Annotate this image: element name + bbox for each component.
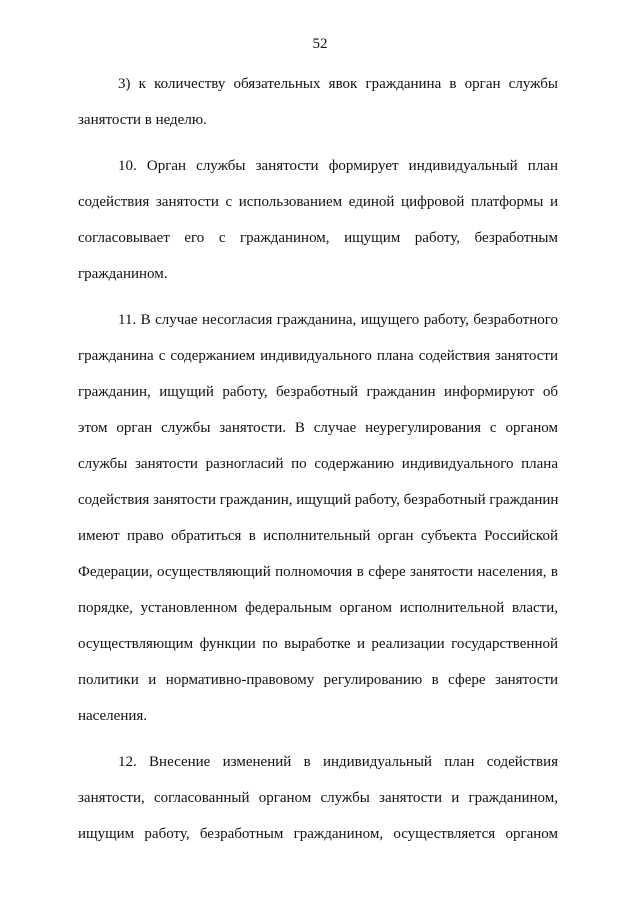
text-line: содействия занятости гражданин, ищущий работу, безработный гражданин <box>78 492 559 508</box>
text-line: ищущим работу, безработным гражданином, осуществляется органом <box>78 826 558 842</box>
text-line: согласовывает его с гражданином, ищущим работу, безработным <box>78 230 558 246</box>
text-line: осуществляющим функции по выработке и реализации государственной <box>78 636 558 652</box>
text-line: гражданина с содержанием индивидуального плана содействия занятости <box>78 348 558 364</box>
text-line: гражданин, ищущий работу, безработный гражданин информируют об <box>78 384 558 400</box>
text-line: службы занятости разногласий по содержанию индивидуального плана <box>78 456 558 472</box>
text-line: 3) к количеству обязательных явок гражданина в орган службы <box>118 76 558 92</box>
paragraph-item-11 <box>78 302 558 734</box>
text-line: занятости в неделю. <box>78 112 207 128</box>
paragraph-item-12 <box>78 744 558 852</box>
text-line: политики и нормативно-правовому регулированию в сфере занятости <box>78 672 558 688</box>
text-line: содействия занятости с использованием единой цифровой платформы и <box>78 194 558 210</box>
text-line: населения. <box>78 708 148 724</box>
paragraph-item-3 <box>78 66 558 138</box>
text-line: 10. Орган службы занятости формирует индивидуальный план <box>118 158 558 174</box>
text-line: гражданином. <box>78 266 168 282</box>
text-line: 11. В случае несогласия гражданина, ищущего работу, безработного <box>118 312 558 328</box>
text-line: имеют право обратиться в исполнительный орган субъекта Российской <box>78 528 558 544</box>
paragraph-item-10 <box>78 148 558 292</box>
text-line: занятости, согласованный органом службы занятости и гражданином, <box>78 790 558 806</box>
text-line: 12. Внесение изменений в индивидуальный план содействия <box>118 754 558 770</box>
document-body <box>78 66 558 852</box>
page-number: 52 <box>312 36 328 52</box>
text-line: этом орган службы занятости. В случае неурегулирования с органом <box>78 420 558 436</box>
text-line: Федерации, осуществляющий полномочия в сфере занятости населения, в <box>78 564 558 580</box>
text-line: порядке, установленном федеральным органом исполнительной власти, <box>78 600 558 616</box>
